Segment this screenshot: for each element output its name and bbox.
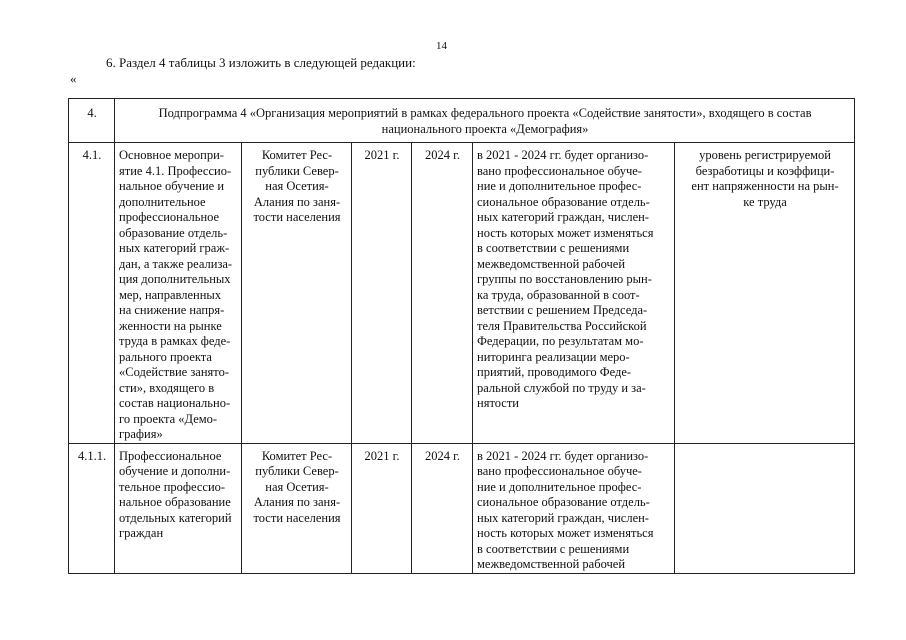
start-year: 2021 г. [352,443,412,573]
row-number: 4.1.1. [69,443,115,573]
subprogram-number: 4. [69,99,115,143]
measure-name: Основное меропри- ятие 4.1. Профессио- нальное обучение и дополнительное профессиональное образование отдель- ных категорий граж- дан, а также реализа- ция дополнительных мер, направленных на снижение напря- женности на рынке труда в рамках феде- рального проекта «Содействие занято- сти», входящего в состав национально- го проекта «Демо- графия» [115,143,242,444]
start-year: 2021 г. [352,143,412,444]
amendment-instruction: 6. Раздел 4 таблицы 3 изложить в следующей редакции: [106,55,416,70]
end-year: 2024 г. [412,443,473,573]
executor: Комитет Рес- публики Север- ная Осетия- Алания по заня- тости населения [242,443,352,573]
expected-result: в 2021 - 2024 гг. будет организо- вано профессиональное обуче- ние и дополнительное профес- сиональное образование отдель- ных категорий граждан, числен- ность которых может изменяться в соответствии с решениями межведомственной рабочей группы по восстановлению рын- ка труда, образованной в соот- ветствии с решением Председа- теля Правительства Российской Федерации, по результатам мо- ниторинга реализации меро- приятий, проводимого Феде- ральной службой по труду и за- нятости [473,143,675,444]
executor: Комитет Рес- публики Север- ная Осетия- Алания по заня- тости населения [242,143,352,444]
table-row [69,143,855,444]
measure-name: Профессиональное обучение и дополни- тельное профессио- нальное образование отдельных категорий граждан [115,443,242,573]
expected-result: в 2021 - 2024 гг. будет организо- вано профессиональное обуче- ние и дополнительное профес- сиональное образование отдель- ных категорий граждан, числен- ность которых может изменяться в соответствии с решениями межведомственной рабочей [473,443,675,573]
end-year: 2024 г. [412,143,473,444]
row-number: 4.1. [69,143,115,444]
subprogram-title: Подпрограмма 4 «Организация мероприятий в рамках федерального проекта «Содействие занятости», входящего в состав национального проекта «Демография» [115,99,855,143]
subprogram-header-row [69,99,855,143]
indicator: уровень регистрируемой безработицы и коэффици- ент напряженности на рын- ке труда [675,143,855,444]
page-number: 14 [436,40,447,52]
table-row [69,443,855,573]
indicator [675,443,855,573]
program-table [68,98,855,574]
opening-quote: « [70,71,77,86]
